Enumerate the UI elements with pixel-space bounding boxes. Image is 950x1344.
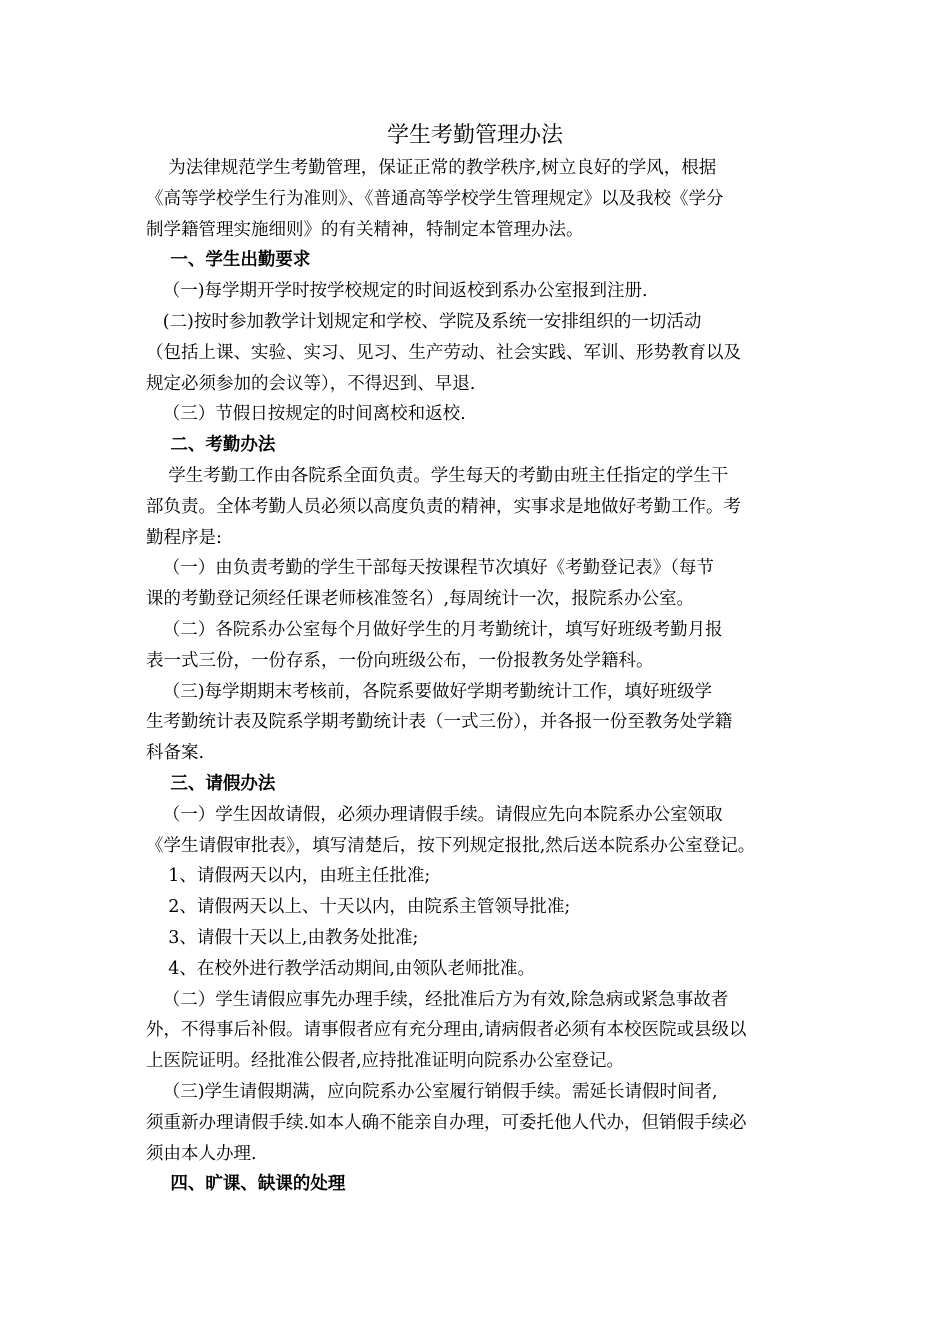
text-line: 学生考勤工作由各院系全面负责。学生每天的考勤由班主任指定的学生干 xyxy=(146,465,729,486)
text-line: 课的考勤登记须经任课老师核准签名）,每周统计一次，报院系办公室。 xyxy=(146,589,695,610)
text-line: （三)学生请假期满，应向院系办公室履行销假手续。需延长请假时间者, xyxy=(146,1081,718,1102)
text-line: 《学生请假审批表》，填写清楚后，按下列规定报批,然后送本院系办公室登记。 xyxy=(146,835,756,856)
text-line: 制学籍管理实施细则》的有关精神，特制定本管理办法。 xyxy=(146,219,584,240)
text-line: 1、请假两天以内，由班主任批准; xyxy=(146,866,431,887)
section-heading: 一、学生出勤要求 xyxy=(146,250,311,271)
text-line: 《高等学校学生行为准则》、《普通高等学校学生管理规定》以及我校《学分 xyxy=(146,188,724,209)
text-line: 4、在校外进行教学活动期间,由领队老师批准。 xyxy=(146,958,535,979)
text-line: （二）学生请假应事先办理手续，经批准后方为有效,除急病或紧急事故者 xyxy=(146,989,729,1010)
text-line: （一）学生因故请假，必须办理请假手续。请假应先向本院系办公室领取 xyxy=(146,804,723,825)
text-line: （三)每学期期末考核前，各院系要做好学期考勤统计工作，填好班级学 xyxy=(146,681,713,702)
text-line: 生考勤统计表及院系学期考勤统计表（一式三份），并各报一份至教务处学籍 xyxy=(146,712,733,733)
text-line: 外，不得事后补假。请事假者应有充分理由,请病假者必须有本校医院或县级以 xyxy=(146,1020,747,1041)
text-line: 2、请假两天以上、十天以内，由院系主管领导批准; xyxy=(146,897,571,918)
text-line: 为法律规范学生考勤管理，保证正常的教学秩序,树立良好的学风，根据 xyxy=(146,158,717,178)
section-heading: 三、请假办法 xyxy=(146,773,276,794)
text-line: 部负责。全体考勤人员必须以高度负责的精神，实事求是地做好考勤工作。考 xyxy=(146,496,741,517)
text-line: (二)按时参加教学计划规定和学校、学院及系统一安排组织的一切活动 xyxy=(146,311,702,332)
text-line: （三）节假日按规定的时间离校和返校. xyxy=(146,404,466,425)
text-line: （一）由负责考勤的学生干部每天按课程节次填好《考勤登记表》（每节 xyxy=(146,558,714,579)
text-line: （二）各院系办公室每个月做好学生的月考勤统计，填写好班级考勤月报 xyxy=(146,619,723,640)
text-line: （包括上课、实验、实习、见习、生产劳动、社会实践、军训、形势教育以及 xyxy=(146,342,741,363)
text-line: 科备案. xyxy=(146,743,205,764)
text-line: 须重新办理请假手续.如本人确不能亲自办理，可委托他人代办，但销假手续必 xyxy=(146,1112,747,1133)
text-line: （一)每学期开学时按学校规定的时间返校到系办公室报到注册. xyxy=(146,281,648,302)
section-heading: 二、考勤办法 xyxy=(146,435,276,456)
text-line: 规定必须参加的会议等），不得迟到、早退. xyxy=(146,373,476,394)
text-line: 3、请假十天以上,由教务处批准; xyxy=(146,927,419,948)
text-line: 表一式三份，一份存系，一份向班级公布，一份报教务处学籍科。 xyxy=(146,650,654,671)
text-line: 上医院证明。经批准公假者,应持批准证明向院系办公室登记。 xyxy=(146,1051,625,1072)
document-body xyxy=(146,153,826,1200)
section-heading: 四、旷课、缺课的处理 xyxy=(146,1174,346,1195)
text-line: 勤程序是: xyxy=(146,527,222,548)
text-line: 须由本人办理. xyxy=(146,1143,257,1164)
page-title: 学生考勤管理办法 xyxy=(386,123,563,148)
